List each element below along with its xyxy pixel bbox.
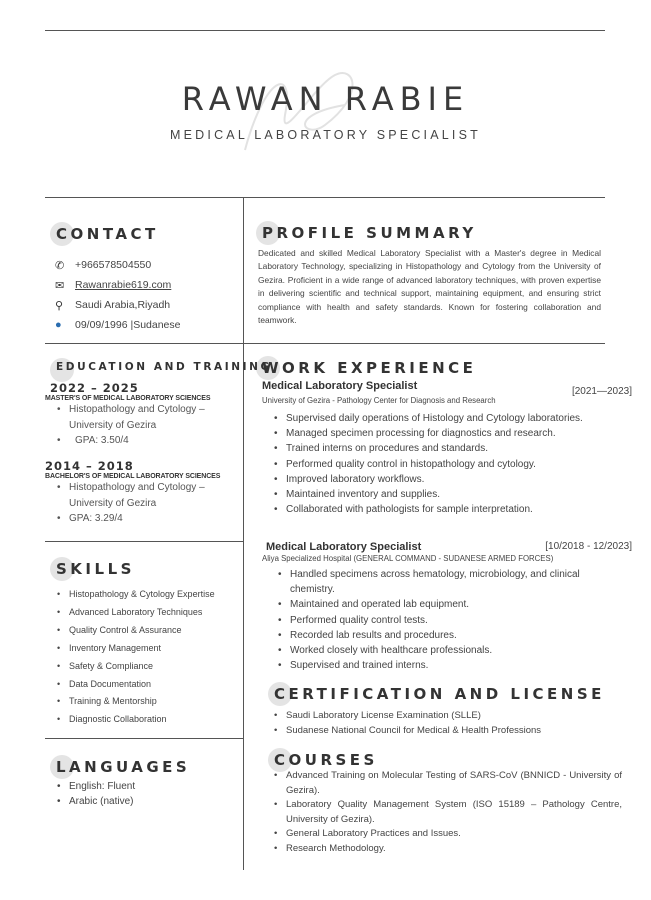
education-degree: MASTER'S OF MEDICAL LABORATORY SCIENCES — [45, 395, 211, 402]
phone: +966578504550 — [75, 259, 152, 271]
education-detail: • Histopathology and Cytology – University of Gezira — [55, 402, 225, 433]
job-dates: [10/2018 - 12/2023] — [545, 541, 632, 552]
job-bullet: • Performed quality control in histopathology and cytology. — [272, 457, 632, 472]
top-divider — [45, 30, 605, 31]
job-dates: [2021—2023] — [571, 386, 632, 397]
column-divider — [243, 197, 244, 870]
candidate-name: RAWAN RABIE — [181, 80, 470, 118]
job-bullet: • Managed specimen processing for diagnostics and research. — [272, 426, 632, 441]
job-title: MEDICAL LABORATORY SPECIALIST — [170, 128, 481, 142]
certification-item: • Saudi Laboratory License Examination (SLLE) — [272, 709, 622, 724]
summary-heading: PROFILE SUMMARY — [262, 224, 477, 242]
section-divider — [45, 343, 605, 344]
education-degree: BACHELOR'S OF MEDICAL LABORATORY SCIENCES — [45, 473, 221, 480]
certification-heading: CERTIFICATION AND LICENSE — [274, 685, 605, 703]
experience-heading: WORK EXPERIENCE — [262, 359, 476, 377]
profile-summary: Dedicated and skilled Medical Laboratory Specialist with a Master's degree in Medical Laboratory Technology, specializing in Histopathology and Cytology from the University of Gezira. Proficient in a wide range of advanced laboratory techniques, with proven expertise in delivering scientific and technical support, maintaining equipment, and ensuring strict compliance with health and safety standards. Known for fostering collaboration and teamwork. — [258, 248, 601, 326]
course-item: • Advanced Training on Molecular Testing of SARS-CoV (BNNICD - University of Gezira). — [272, 769, 622, 798]
job-bullet: • Supervised and trained interns. — [276, 658, 611, 673]
job-title: Medical Laboratory Specialist — [266, 541, 422, 553]
certification-item: • Sudanese National Council for Medical & Health Professions — [272, 724, 622, 739]
phone-icon: ✆ — [55, 259, 65, 272]
job-bullet: • Collaborated with pathologists for sample interpretation. — [272, 502, 632, 517]
certification-list — [272, 709, 622, 738]
section-divider — [45, 738, 243, 739]
location: Saudi Arabia,Riyadh — [75, 299, 171, 311]
course-item: • General Laboratory Practices and Issues. — [272, 827, 622, 842]
job-bullet: • Performed quality control tests. — [276, 613, 611, 628]
languages-list — [55, 780, 135, 809]
job-entry — [262, 380, 632, 517]
job-bullet: • Handled specimens across hematology, microbiology, and clinical chemistry. — [276, 567, 611, 597]
education-item — [45, 381, 225, 449]
contact-list — [55, 255, 181, 335]
job-entry — [262, 541, 632, 673]
location-pin-icon: ⚲ — [55, 299, 64, 312]
courses-list — [272, 769, 622, 857]
education-years: 2014 – 2018 — [45, 459, 134, 473]
education-detail: • Histopathology and Cytology – University of Gezira — [55, 480, 225, 511]
course-item: • Research Methodology. — [272, 842, 622, 857]
job-bullet: • Supervised daily operations of Histology and Cytology laboratories. — [272, 411, 632, 426]
birth-nationality: 09/09/1996 |Sudanese — [75, 319, 181, 331]
language-item: • English: Fluent — [55, 780, 135, 795]
skill-item: • Histopathology & Cytology Expertise — [55, 586, 215, 604]
skill-item: • Safety & Compliance — [55, 658, 215, 676]
education-item — [45, 459, 225, 527]
education-years: 2022 – 2025 — [50, 381, 139, 395]
skill-item: • Diagnostic Collaboration — [55, 711, 215, 729]
education-heading: EDUCATION AND TRAINING — [56, 361, 272, 373]
education-gpa: • GPA: 3.50/4 — [55, 433, 225, 449]
person-icon: ● — [55, 319, 62, 331]
skills-list — [55, 586, 215, 729]
contact-heading: CONTACT — [56, 225, 159, 243]
header-divider — [45, 197, 605, 198]
email-link[interactable]: Rawanrabie619.com — [75, 279, 172, 291]
job-bullet: • Improved laboratory workflows. — [272, 472, 632, 487]
job-bullet: • Worked closely with healthcare professionals. — [276, 643, 611, 658]
skill-item: • Data Documentation — [55, 676, 215, 694]
job-bullet: • Recorded lab results and procedures. — [276, 628, 611, 643]
skill-item: • Quality Control & Assurance — [55, 622, 215, 640]
courses-heading: COURSES — [274, 751, 378, 769]
languages-heading: LANGUAGES — [56, 758, 190, 776]
skills-heading: SKILLS — [56, 560, 135, 578]
section-divider — [45, 541, 243, 542]
job-bullet: • Trained interns on procedures and standards. — [272, 441, 632, 456]
job-bullet: • Maintained inventory and supplies. — [272, 487, 632, 502]
job-bullet: • Maintained and operated lab equipment. — [276, 597, 611, 612]
language-item: • Arabic (native) — [55, 795, 135, 810]
skill-item: • Training & Mentorship — [55, 693, 215, 711]
job-organization: Aliya Specialized Hospital (GENERAL COMMAND - SUDANESE ARMED FORCES) — [262, 554, 554, 563]
job-organization: University of Gezira - Pathology Center for Diagnosis and Research — [262, 396, 496, 405]
education-gpa: • GPA: 3.29/4 — [55, 511, 225, 527]
email-icon: ✉ — [55, 279, 65, 292]
skill-item: • Advanced Laboratory Techniques — [55, 604, 215, 622]
job-title: Medical Laboratory Specialist — [262, 380, 418, 392]
skill-item: • Inventory Management — [55, 640, 215, 658]
course-item: • Laboratory Quality Management System (ISO 15189 – Pathology Centre, University of Gezira). — [272, 798, 622, 827]
